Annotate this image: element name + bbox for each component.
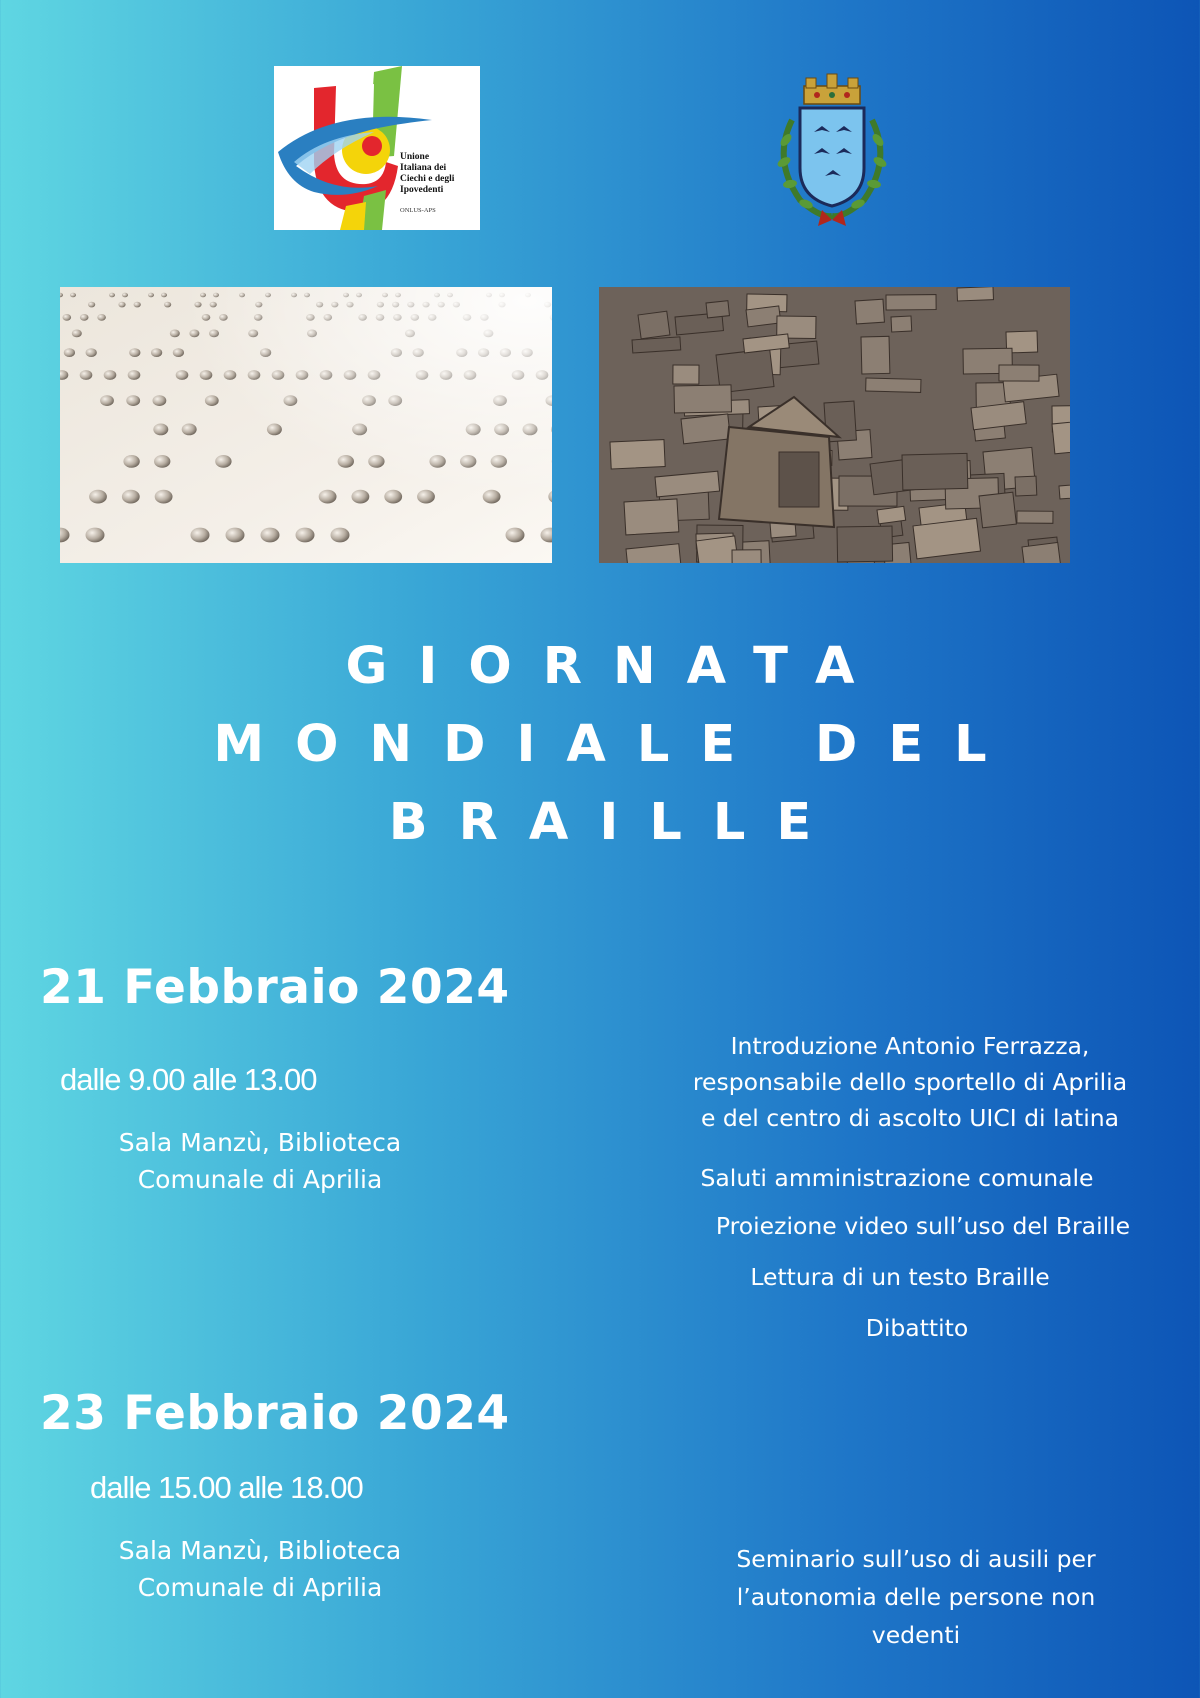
program-item: Proiezione video sull’uso del Braille	[715, 1212, 1131, 1240]
title-line-1: GIORNATA	[345, 637, 886, 696]
event2-venue	[40, 1532, 480, 1606]
program-item: vedenti	[871, 1621, 961, 1649]
coat-of-arms-icon	[770, 70, 894, 228]
event-title	[0, 628, 1200, 862]
program-item: Dibattito	[865, 1314, 969, 1342]
event1-time: dalle 9.00 alle 13.00	[60, 1062, 317, 1097]
uici-emblem-icon	[274, 66, 480, 230]
program-item: Seminario sull’uso di ausili per	[736, 1545, 1096, 1573]
title-line-2: MONDIALE DEL	[213, 715, 1018, 774]
event2-program	[606, 1540, 1200, 1654]
event1-venue-line-1: Sala Manzù, Biblioteca	[118, 1128, 402, 1157]
logo-org-name: Unione Italiana dei Ciechi e degli Ipovedenti	[400, 152, 455, 195]
title-line-3: BRAILLE	[388, 793, 843, 852]
event1-venue-line-2: Comunale di Aprilia	[137, 1165, 383, 1194]
event1-venue	[40, 1124, 480, 1198]
program-item: Lettura di un testo Braille	[750, 1263, 1050, 1291]
uici-logo	[274, 66, 480, 230]
event1-date: 21 Febbraio 2024	[40, 960, 510, 1015]
program-item: Introduzione Antonio Ferrazza,	[730, 1032, 1090, 1060]
event2-venue-line-1: Sala Manzù, Biblioteca	[118, 1536, 402, 1565]
braille-dots-photo	[60, 287, 552, 563]
event2-time: dalle 15.00 alle 18.00	[90, 1470, 363, 1505]
logo-org-suffix: ONLUS-APS	[400, 207, 436, 214]
event2-date: 23 Febbraio 2024	[40, 1386, 510, 1441]
program-item: l’autonomia delle persone non	[736, 1583, 1096, 1611]
program-item: Saluti amministrazione comunale	[700, 1164, 1094, 1192]
program-item: e del centro di ascolto UICI di latina	[700, 1104, 1120, 1132]
tactile-city-map-photo	[599, 287, 1070, 563]
event1-program-intro	[600, 1028, 1200, 1136]
event2-venue-line-2: Comunale di Aprilia	[137, 1573, 383, 1602]
program-item: responsabile dello sportello di Aprilia	[692, 1068, 1128, 1096]
